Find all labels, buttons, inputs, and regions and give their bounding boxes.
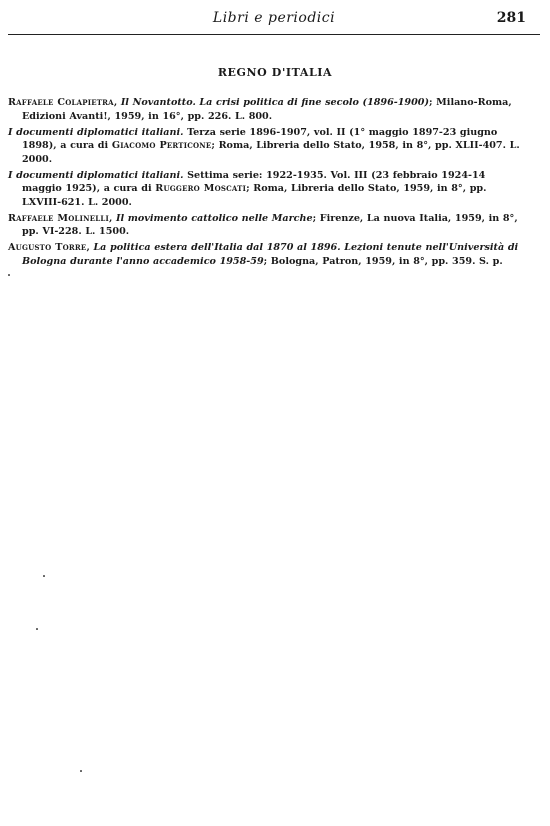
entry-editor: Giacomo Perticone — [111, 140, 212, 151]
entry-author: Augusto Torre — [8, 242, 87, 253]
entry-details: Terza serie 1896-1907, vol. II (1° maggio 1897-23 giugno 1898), a cura di — [22, 126, 498, 151]
bibliography-entry — [8, 169, 525, 210]
running-title: Libri e periodici — [212, 10, 336, 26]
entry-title: I documenti diplomatici italiani. — [8, 126, 184, 138]
entry-details: ; Roma, Libreria dello Stato, 1959, in 8°, pp. LXVIII-621. L. 2000. — [22, 183, 487, 208]
entry-author: Raffaele Molinelli — [8, 212, 109, 224]
entry-details: ; Firenze, La nuova Italia, 1959, in 8°, pp. VI-228. L. 1500. — [22, 212, 518, 237]
entry-details: Settima serie: 1922-1935. Vol. III (23 febbraio 1924-14 maggio 1925), a cura di — [22, 169, 486, 194]
entry-details: ; Roma, Libreria dello Stato, 1958, in 8°, pp. XLII-407. L. 2000. — [22, 140, 520, 165]
page-number: 281 — [496, 10, 526, 26]
scan-speck — [80, 770, 82, 772]
entry-title: I documenti diplomatici italiani. — [8, 169, 184, 181]
entry-title: La politica estera dell'Italia dal 1870 al 1896. Lezioni tenute nell'Università di Bologna durante l'anno accademico 1958-59 — [22, 242, 519, 267]
bibliography-entry: Augusto Torre, La politica estera dell'Italia dal 1870 al 1896. Lezioni tenute nell'Università di Bologna durante l'anno accademico 1958-59; Bologna, Patron, 1959, in 8°, pp. 359. S. p. — [8, 242, 519, 267]
entry-editor: Ruggero Moscati — [155, 183, 247, 194]
entry-details: ; Bologna, Patron, 1959, in 8°, pp. 359. S. p. — [263, 255, 503, 267]
entry-title: Il Novantotto. La crisi politica di fine secolo (1896-1900) — [120, 97, 429, 108]
bibliography-list — [8, 96, 525, 271]
entry-author: Raffaele Colapietra — [8, 97, 114, 108]
section-title: REGNO D'ITALIA — [217, 66, 333, 79]
bibliography-entry: Raffaele Molinelli, Il movimento cattolico nelle Marche; Firenze, La nuova Italia, 1959, in 8°, pp. VI-228. L. 1500. — [8, 212, 518, 237]
scan-speck — [36, 628, 38, 630]
entry-details: ; Milano-Roma, Edizioni Avanti!, 1959, in 16°, pp. 226. L. 800. — [22, 97, 512, 122]
header-rule — [8, 34, 540, 35]
scan-speck — [43, 575, 45, 577]
entry-title: Il movimento cattolico nelle Marche — [115, 212, 313, 224]
bibliography-entry — [8, 126, 525, 167]
running-header — [8, 10, 540, 32]
bibliography-entry: Raffaele Colapietra, Il Novantotto. La crisi politica di fine secolo (1896-1900); Milano-Roma, Edizioni Avanti!, 1959, in 16°, pp. 226. L. 800. — [8, 97, 512, 122]
scan-speck — [8, 274, 10, 276]
